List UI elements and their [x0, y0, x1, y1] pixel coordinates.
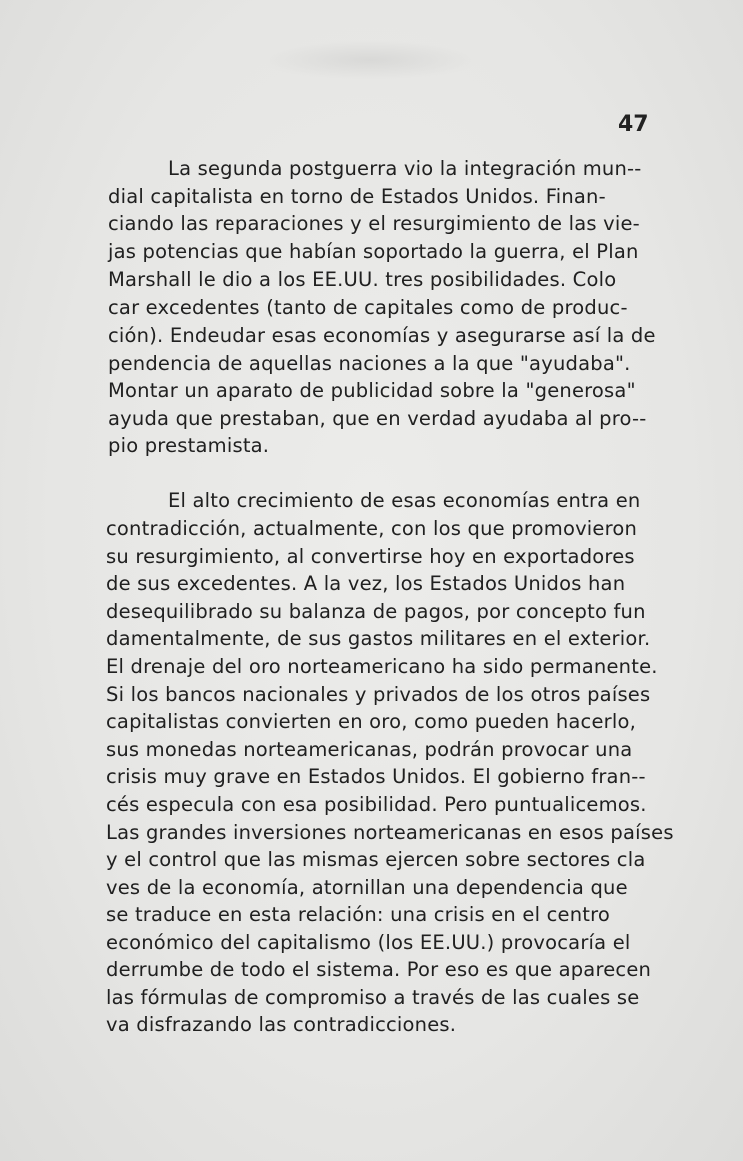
text-line: Si los bancos nacionales y privados de los otros países: [106, 683, 651, 706]
text-line: Montar un aparato de publicidad sobre la "generosa": [108, 379, 636, 402]
text-line: derrumbe de todo el sistema. Por eso es que aparecen: [106, 958, 652, 981]
text-line: y el control que las mismas ejercen sobre sectores cla: [106, 848, 646, 871]
page-number: 47: [618, 112, 649, 137]
text-line: económico del capitalismo (los EE.UU.) provocaría el: [106, 931, 631, 954]
text-line: crisis muy grave en Estados Unidos. El gobierno fran--: [106, 765, 646, 788]
text-line: Marshall le dio a los EE.UU. tres posibilidades. Colo: [108, 268, 617, 291]
text-line: Las grandes inversiones norteamericanas en esos países: [106, 821, 674, 844]
text-line: las fórmulas de compromiso a través de las cuales se: [106, 986, 640, 1009]
text-line: damentalmente, de sus gastos militares en el exterior.: [106, 627, 651, 650]
text-line: contradicción, actualmente, con los que promovieron: [106, 517, 638, 540]
text-line: de sus excedentes. A la vez, los Estados Unidos han: [106, 572, 626, 595]
text-line: pio prestamista.: [108, 434, 270, 457]
text-line: La segunda postguerra vio la integración mun--: [168, 157, 642, 180]
text-line: El drenaje del oro norteamericano ha sido permanente.: [106, 655, 658, 678]
text-line: ción). Endeudar esas economías y asegurarse así la de: [108, 324, 656, 347]
text-line: sus monedas norteamericanas, podrán provocar una: [106, 738, 633, 761]
text-line: se traduce en esta relación: una crisis en el centro: [106, 903, 611, 926]
text-line: jas potencias que habían soportado la guerra, el Plan: [108, 240, 639, 263]
text-line: cés especula con esa posibilidad. Pero puntualicemos.: [106, 793, 647, 816]
text-line: car excedentes (tanto de capitales como de produc-: [108, 296, 628, 319]
text-line: dial capitalista en torno de Estados Unidos. Finan-: [108, 185, 606, 208]
paper-smudge: [260, 40, 480, 80]
text-line: El alto crecimiento de esas economías entra en: [168, 489, 641, 512]
text-line: desequilibrado su balanza de pagos, por concepto fun: [106, 600, 646, 623]
text-line: ayuda que prestaban, que en verdad ayudaba al pro--: [108, 407, 647, 430]
text-line: ciando las reparaciones y el resurgimiento de las vie-: [108, 212, 640, 235]
text-line: va disfrazando las contradicciones.: [106, 1013, 457, 1036]
text-line: ves de la economía, atornillan una dependencia que: [106, 876, 628, 899]
text-line: capitalistas convierten en oro, como pueden hacerlo,: [106, 710, 637, 733]
text-line: su resurgimiento, al convertirse hoy en exportadores: [106, 545, 635, 568]
text-line: pendencia de aquellas naciones a la que "ayudaba".: [108, 352, 631, 375]
